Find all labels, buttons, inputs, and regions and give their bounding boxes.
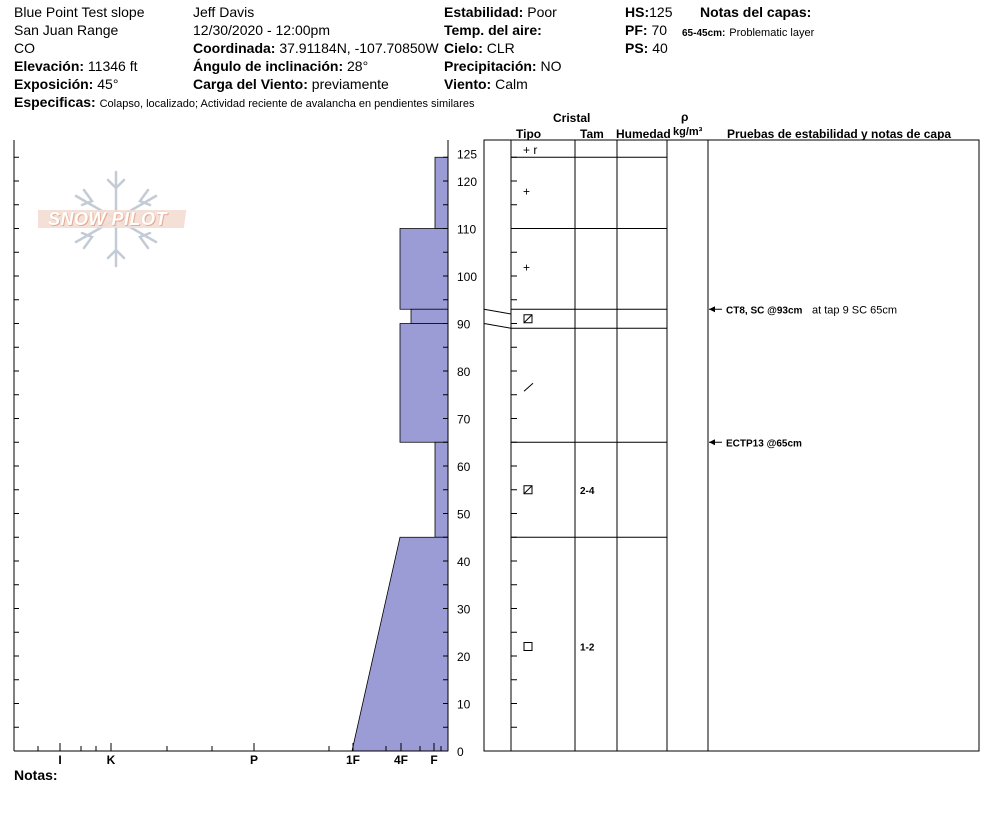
hs-value: 125 (649, 4, 673, 20)
specifics-value: Colapso, localizado; Actividad reciente de avalancha en pendientes similares (99, 98, 475, 110)
notes-label: Notas: (14, 767, 58, 783)
stability-test-label: ECTP13 @65cm (726, 438, 802, 450)
air-temp-label: Temp. del aire: (444, 22, 542, 38)
hardness-axis-label: P (249, 753, 259, 767)
observer: Jeff Davis (193, 4, 255, 20)
stability-test-note: at tap 9 SC 65cm (812, 304, 897, 317)
aspect-value: 45° (97, 76, 119, 92)
new-snow-crystal-icon: + r (523, 143, 538, 157)
coord-value: 37.91184N, -107.70850W (279, 40, 439, 56)
ps-label: PS: (625, 40, 649, 56)
faceted-crystal-icon (524, 643, 532, 651)
sky-label: Cielo: (444, 40, 483, 56)
range-name: San Juan Range (14, 22, 119, 38)
hardness-layer (435, 157, 448, 228)
depth-tick-label: 60 (457, 460, 471, 474)
new-snow-crystal-icon: + (523, 184, 531, 199)
hardness-layer (400, 324, 448, 443)
pf-label: PF: (625, 22, 648, 38)
pf-value: 70 (651, 22, 668, 38)
hardness-layer (400, 229, 448, 310)
layer-connector (484, 309, 511, 314)
depth-tick-label: 80 (457, 365, 471, 379)
coord-label: Coordinada: (193, 40, 276, 56)
elevation-label: Elevación: (14, 58, 85, 74)
crystal-size-label: 2-4 (580, 485, 595, 497)
hardness-axis-label: K (106, 753, 116, 767)
depth-tick-label: 20 (457, 650, 471, 664)
size-header: Tam (580, 127, 604, 141)
faceted-crystal-icon-slash (524, 315, 532, 323)
datetime: 12/30/2020 - 12:00pm (193, 22, 330, 38)
faceted-crystal-icon-slash (524, 486, 532, 494)
layer-note-text: Problematic layer (729, 27, 815, 39)
site-name: Blue Point Test slope (14, 4, 145, 20)
hardness-axis-label: 1F (345, 753, 361, 767)
hardness-axis-label: I (58, 753, 62, 767)
depth-tick-label: 120 (457, 175, 478, 189)
aspect-label: Exposición: (14, 76, 94, 92)
depth-tick-label: 50 (457, 507, 471, 522)
logo-text: SNOW PILOT (48, 209, 167, 229)
decomposed-crystal-icon (524, 383, 533, 391)
rho-header: ρ (681, 110, 689, 124)
hardness-axis-label: F (430, 753, 438, 767)
precip-value: NO (540, 58, 562, 74)
crystal-size-label: 1-2 (580, 642, 595, 654)
depth-tick-label: 90 (457, 317, 471, 332)
stability-test-arrowhead (709, 306, 715, 312)
ps-value: 40 (652, 40, 668, 56)
depth-tick-label: 100 (457, 270, 478, 284)
stability-value: Poor (527, 4, 557, 20)
stability-label: Estabilidad: (444, 4, 524, 20)
wind-label: Viento: (444, 76, 492, 92)
type-header: Tipo (516, 127, 542, 141)
wind-value: Calm (495, 76, 528, 92)
moisture-header: Humedad (616, 127, 671, 141)
density-unit-header: kg/m³ (673, 126, 703, 138)
depth-tick-label: 110 (457, 222, 477, 237)
specifics-label: Especificas: (14, 94, 96, 110)
stability-test-arrowhead (709, 439, 715, 445)
depth-tick-label: 30 (457, 602, 471, 617)
new-snow-crystal-icon: + (523, 260, 531, 275)
stability-notes-header: Pruebas de estabilidad y notas de capa (727, 127, 952, 141)
stability-test-label: CT8, SC @93cm (726, 305, 803, 317)
slope-value: 28° (347, 58, 369, 74)
wind-load-label: Carga del Viento: (193, 76, 308, 92)
crystal-header: Cristal (553, 111, 591, 125)
slope-label: Ángulo de inclinación: (193, 58, 344, 74)
hardness-layer (411, 309, 448, 323)
state-name: CO (14, 40, 35, 56)
precip-label: Precipitación: (444, 58, 537, 74)
depth-tick-label: 70 (457, 412, 471, 427)
depth-tick-label: 125 (457, 147, 478, 162)
depth-tick-label: 0 (457, 745, 464, 759)
layer-notes-label: Notas del capas: (700, 4, 812, 20)
layer-connector (484, 324, 511, 329)
hardness-axis-label: 4F (393, 753, 409, 767)
depth-tick-label: 40 (457, 555, 471, 569)
depth-tick-label: 10 (457, 697, 471, 712)
hardness-layer (352, 537, 448, 751)
layer-note-range: 65-45cm: (682, 28, 726, 39)
hs-label: HS: (625, 4, 650, 20)
wind-load-value: previamente (311, 76, 389, 92)
elevation-value: 11346 ft (87, 58, 138, 74)
sky-value: CLR (486, 40, 515, 56)
